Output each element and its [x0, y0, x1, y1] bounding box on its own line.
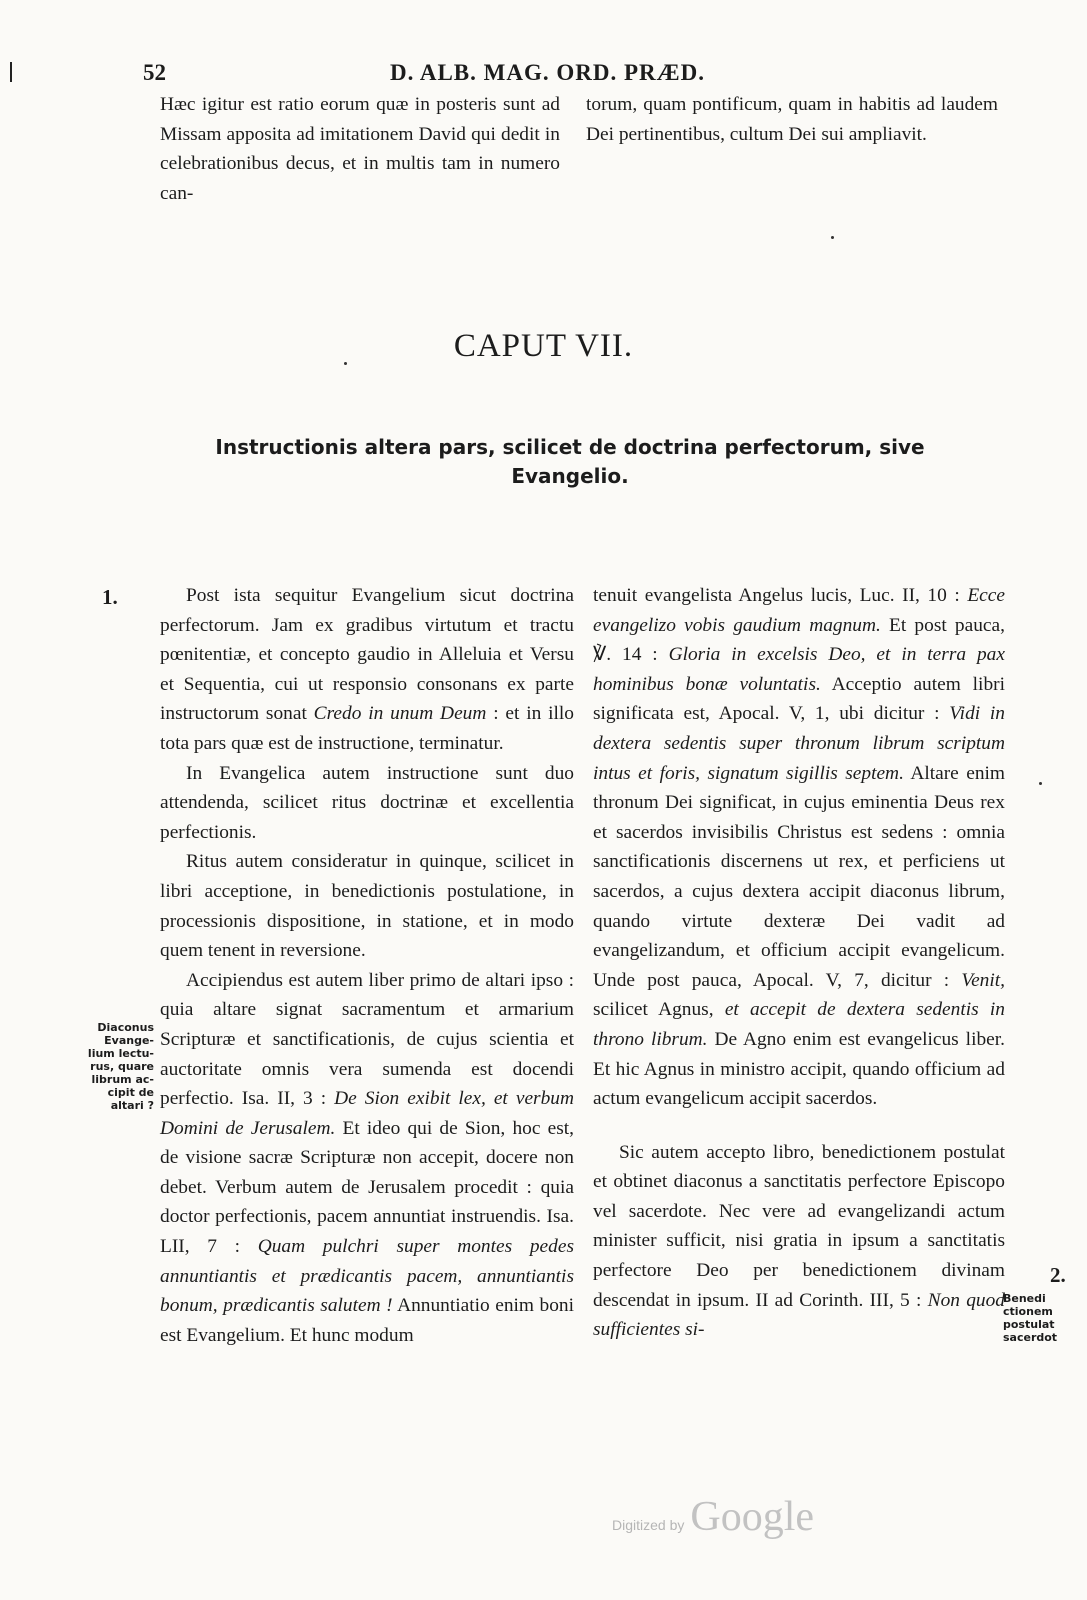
paragraph: Ritus autem consideratur in quinque, scilicet in libri acceptione, in benedictionis postulatione, in processionis dispositione, in statione, et in modo quem tenent in reversione.: [160, 851, 574, 962]
section-number-2: 2.: [1050, 1263, 1066, 1287]
text-run: Et post pauca, ℣. 14 :: [593, 614, 1005, 666]
italic-quote: Venit,: [961, 969, 1005, 991]
italic-quote: Gloria in excelsis Deo, et in terra pax hominibus bonæ voluntatis.: [593, 644, 1005, 695]
text-run: : et in illo tota pars quæ est de instructione, terminatur.: [160, 703, 574, 754]
paragraph: [160, 966, 574, 1351]
paragraph: [160, 581, 574, 759]
text-run: Sic autem accepto libro, benedictionem postulat et obtinet diaconus a sanctitatis perfectore Episcopo vel sacerdote. Nec vere ad evangelizandi actum minister sufficit, nisi gratia in ipsum a sanctitatis perfectore Deo per benedictionem divinam descendat in ipsum. II ad Corinth. III, 5 :: [593, 1141, 1005, 1311]
text-run: tenuit evangelista Angelus lucis, Luc. II, 10 :: [593, 585, 960, 606]
text-run: Post ista sequitur Evangelium sicut doctrina perfectorum. Jam ex gradibus virtutum et tractu pœnitentiæ, et concepto gaudio in Alleluia et Versu et Sequentia, cui ut responsio consonans ex parte instructorum sonat: [160, 585, 574, 725]
scan-edge-mark: [10, 62, 12, 82]
italic-quote: Ecce evangelizo vobis gaudium magnum.: [593, 585, 1005, 636]
print-speck: [1039, 782, 1042, 785]
text-run: Acceptio autem libri significata est, Apocal. V, 1, ubi dicitur :: [593, 673, 1005, 725]
print-speck: [831, 236, 834, 239]
margin-note-benedictionem: Benedi ctionem postulat sacerdot: [1003, 1292, 1058, 1344]
italic-quote: Credo in unum Deum: [313, 703, 487, 725]
page-number: 52: [143, 60, 166, 85]
paragraph: [593, 1138, 1005, 1345]
paragraph: In Evangelica autem instructione sunt duo attendenda, scilicet ritus doctrinæ et excellentia perfectionis.: [160, 762, 574, 843]
section-number-1: 1.: [102, 585, 118, 609]
italic-quote: et accepit de dextera sedentis in throno librum.: [593, 999, 1005, 1050]
top-right-text: torum, quam pontificum, quam in habitis ad laudem Dei pertinentibus, cultum Dei sui ampliavit.: [586, 94, 998, 145]
italic-quote: Vidi in dextera sedentis super thronum librum scriptum intus et foris, signatum sigillis septem.: [593, 703, 1005, 784]
main-left-column: [160, 581, 574, 1350]
text-run: Et ideo qui de Sion, hoc est, de visione sacræ Scripturæ non accepit, docere non debet. Verbum autem de Jerusalem procedit : quia doctor perfectionis, pacem annuntiat instruendis. Isa. LII, 7 :: [160, 1117, 574, 1258]
text-run: Accipiendus est autem liber primo de altari ipso : quia altare signat sacramentum et armarium Scripturæ et sanctificationis, de cujus scientia et auctoritate omnis vera sumenda est docendi perfectio. Isa. II, 3 :: [160, 969, 574, 1110]
text-run: scilicet Agnus,: [593, 999, 714, 1021]
digitized-footer: [612, 1493, 814, 1541]
top-left-text: Hæc igitur est ratio eorum quæ in posteris sunt ad Missam apposita ad imitationem David qui dedit in celebrationibus decus, et in multis tam in numero can-: [160, 94, 560, 204]
text-run: Annuntiatio enim boni est Evangelium. Et hunc modum: [160, 1295, 575, 1346]
chapter-title: CAPUT VII.: [453, 328, 634, 364]
print-speck: [344, 362, 347, 365]
italic-quote: De Sion exibit lex, et verbum Domini de Jerusalem.: [160, 1088, 574, 1139]
paragraph: [593, 581, 1005, 1114]
google-logo: Google: [690, 1494, 815, 1540]
text-run: De Agno enim est evangelicus liber. Et hic Agnus in ministro accipit, quando officium ad actum evangelicum accipit sacerdos.: [593, 1028, 1005, 1110]
chapter-subtitle: Instructionis altera pars, scilicet de doctrina perfectorum, sive Evangelio.: [215, 435, 925, 488]
running-head: D. ALB. MAG. ORD. PRÆD.: [390, 60, 705, 85]
text-run: Altare enim thronum Dei significat, in cujus eminentia Deus rex et sacerdos invisibilis Christus est sedens : omnia sanctificationis discernens ut rex, et perficiens ut sacerdos, a cujus dextera accipit diaconus librum, quando virtute dexteræ Dei vadit ad evangelizandum, et officium accipit evangelicum. Unde post pauca, Apocal. V, 7, dicitur :: [593, 762, 1005, 991]
italic-quote: Quam pulchri super montes pedes annuntiantis et prædicantis pacem, annuntiantis bonum, prædicantis salutem !: [160, 1236, 574, 1317]
margin-note-diaconus: Diaconus Evange- lium lectu- rus, quare librum ac- cipit de altari ?: [87, 1021, 154, 1112]
top-left-column: [160, 90, 560, 208]
top-right-column: [586, 90, 998, 149]
main-right-column: [593, 581, 1005, 1345]
italic-quote: Non quod sufficientes si-: [593, 1289, 1005, 1341]
digitized-by-label: Digitized by: [612, 1517, 685, 1533]
